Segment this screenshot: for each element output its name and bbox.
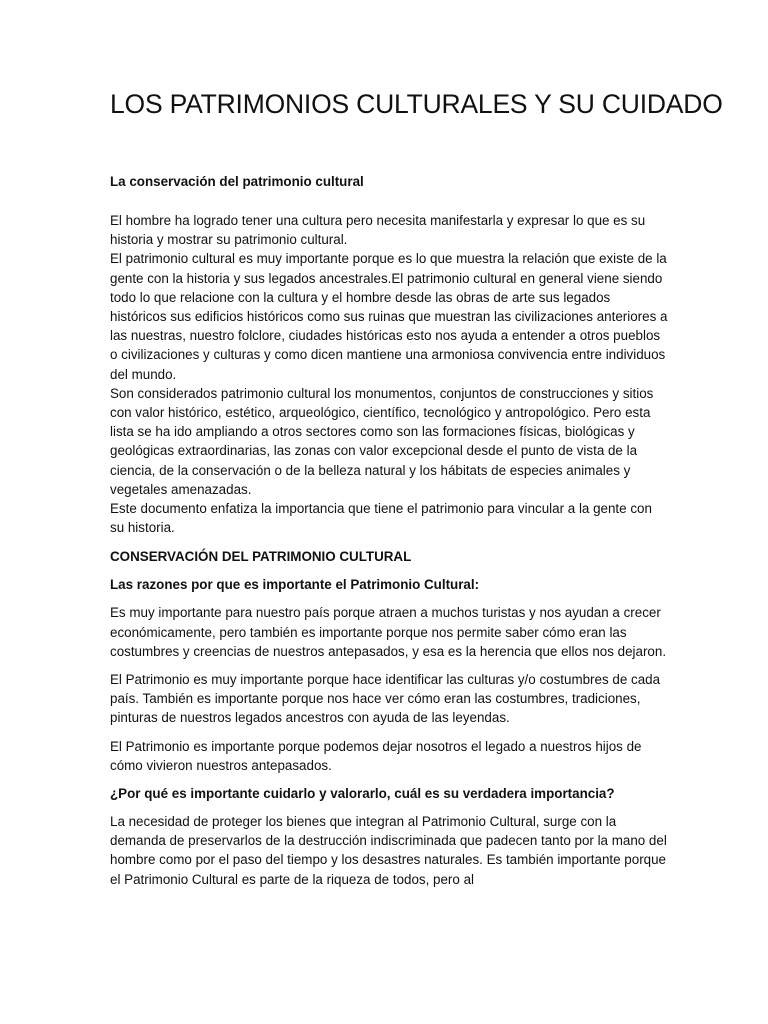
intro-paragraph: El patrimonio cultural es muy importante porque es lo que muestra la relación que existe de la gente con la historia y sus legados ancestrales.El patrimonio cultural en general viene siendo todo lo que relacione con la cultura y el hombre desde las obras de arte sus legados históricos sus edificios históricos como sus ruinas que muestran las civilizaciones anteriores a las nuestras, nuestro folclore, ciudades históricas esto nos ayuda a entender a otros pueblos o civilizaciones y culturas y como dicen mantiene una armoniosa convivencia entre individuos del mundo. xyxy=(110,251,668,382)
reason-paragraph: El Patrimonio es muy importante porque hace identificar las culturas y/o costumbres de cada país. También es importante porque nos hace ver cómo eran las costumbres, tradiciones, pinturas de nuestros legados ancestros con ayuda de las leyendas. xyxy=(110,672,661,726)
final-paragraph: La necesidad de proteger los bienes que integran al Patrimonio Cultural, surge con la demanda de preservarlos de la destrucción indiscriminada que padecen tanto por la mano del hombre como por el paso del tiempo y los desastres naturales. Es también importante porque el Patrimonio Cultural es parte de la riqueza de todos, pero al xyxy=(110,814,667,887)
reason-paragraph: El Patrimonio es importante porque podemos dejar nosotros el legado a nuestros hijos de cómo vivieron nuestros antepasados. xyxy=(110,738,642,773)
reasons-heading: Las razones por que es importante el Patrimonio Cultural: xyxy=(110,577,480,593)
reason-paragraph: Es muy importante para nuestro país porque atraen a muchos turistas y nos ayudan a crecer económicamente, pero también es importante porque nos permite saber cómo eran las costumbres y creencias de nuestros antepasados, y esa es la herencia que ellos nos dejaron. xyxy=(110,605,667,659)
question-heading: ¿Por qué es importante cuidarlo y valorarlo, cuál es su verdadera importancia? xyxy=(110,786,615,802)
conservation-heading: CONSERVACIÓN DEL PATRIMONIO CULTURAL xyxy=(110,549,412,565)
intro-section xyxy=(110,211,668,537)
section-subtitle: La conservación del patrimonio cultural xyxy=(110,174,364,189)
intro-paragraph: Este documento enfatiza la importancia que tiene el patrimonio para vincular a la gente con su historia. xyxy=(110,501,652,536)
intro-paragraph: Son considerados patrimonio cultural los monumentos, conjuntos de construcciones y sitios con valor histórico, estético, arqueológico, científico, tecnológico y antropológico. Pero esta lista se ha ido ampliando a otros sectores como son las formaciones físicas, biológicas y geológicas extraordinarias, las zonas con valor excepcional desde el punto de vista de la ciencia, de la conservación o de la belleza natural y los hábitats de especies animales y vegetales amenazadas. xyxy=(110,385,654,497)
document-title: LOS PATRIMONIOS CULTURALES Y SU CUIDADO xyxy=(110,89,723,119)
intro-paragraph: El hombre ha logrado tener una cultura pero necesita manifestarla y expresar lo que es su historia y mostrar su patrimonio cultural. xyxy=(110,213,646,248)
